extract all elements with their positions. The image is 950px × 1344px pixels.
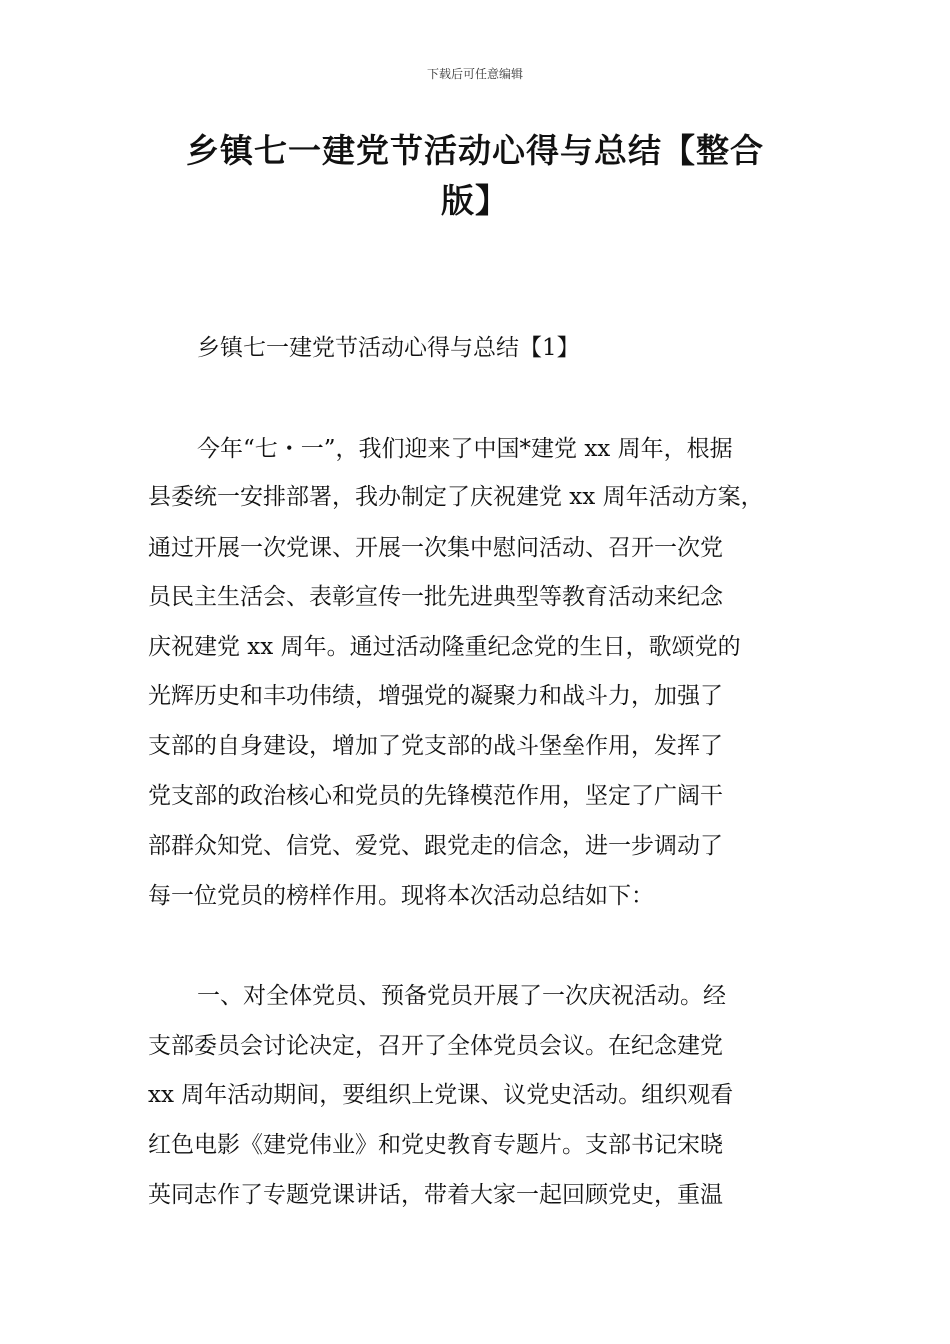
document-title-line-2: 版】	[441, 181, 509, 220]
paragraph-2-line: xx 周年活动期间，要组织上党课、议党史活动。组织观看	[148, 1082, 734, 1108]
paragraph-1-line: 支部的自身建设，增加了党支部的战斗堡垒作用，发挥了	[148, 733, 723, 759]
paragraph-1-line: 通过开展一次党课、开展一次集中慰问活动、召开一次党	[148, 535, 723, 561]
paragraph-2-line: 一、对全体党员、预备党员开展了一次庆祝活动。经	[197, 983, 726, 1009]
document-title	[150, 126, 800, 226]
paragraph-1-line: 员民主生活会、表彰宣传一批先进典型等教育活动来纪念	[148, 584, 723, 610]
paragraph-1-line: 党支部的政治核心和党员的先锋模范作用，坚定了广阔干	[148, 783, 723, 809]
paragraph-2-line: 红色电影《建党伟业》和党史教育专题片。支部书记宋晓	[148, 1132, 723, 1158]
paragraph-1-line: 今年“七・一”，我们迎来了中国*建党 xx 周年，根据	[197, 436, 733, 462]
document-title-line-1: 乡镇七一建党节活动心得与总结【整合	[186, 131, 764, 170]
header-note: 下载后可任意编辑	[426, 67, 523, 81]
paragraph-1-line: 县委统一安排部署，我办制定了庆祝建党 xx 周年活动方案，	[148, 484, 764, 510]
section-heading: 乡镇七一建党节活动心得与总结【1】	[197, 335, 580, 361]
paragraph-1-line: 庆祝建党 xx 周年。通过活动隆重纪念党的生日，歌颂党的	[148, 634, 741, 660]
paragraph-2-line: 支部委员会讨论决定，召开了全体党员会议。在纪念建党	[148, 1033, 723, 1059]
paragraph-2-line: 英同志作了专题党课讲话，带着大家一起回顾党史，重温	[148, 1182, 723, 1208]
paragraph-1-line: 部群众知党、信党、爱党、跟党走的信念，进一步调动了	[148, 833, 723, 859]
paragraph-1-line: 每一位党员的榜样作用。现将本次活动总结如下：	[148, 883, 654, 909]
paragraph-1-line: 光辉历史和丰功伟绩，增强党的凝聚力和战斗力，加强了	[148, 683, 723, 709]
